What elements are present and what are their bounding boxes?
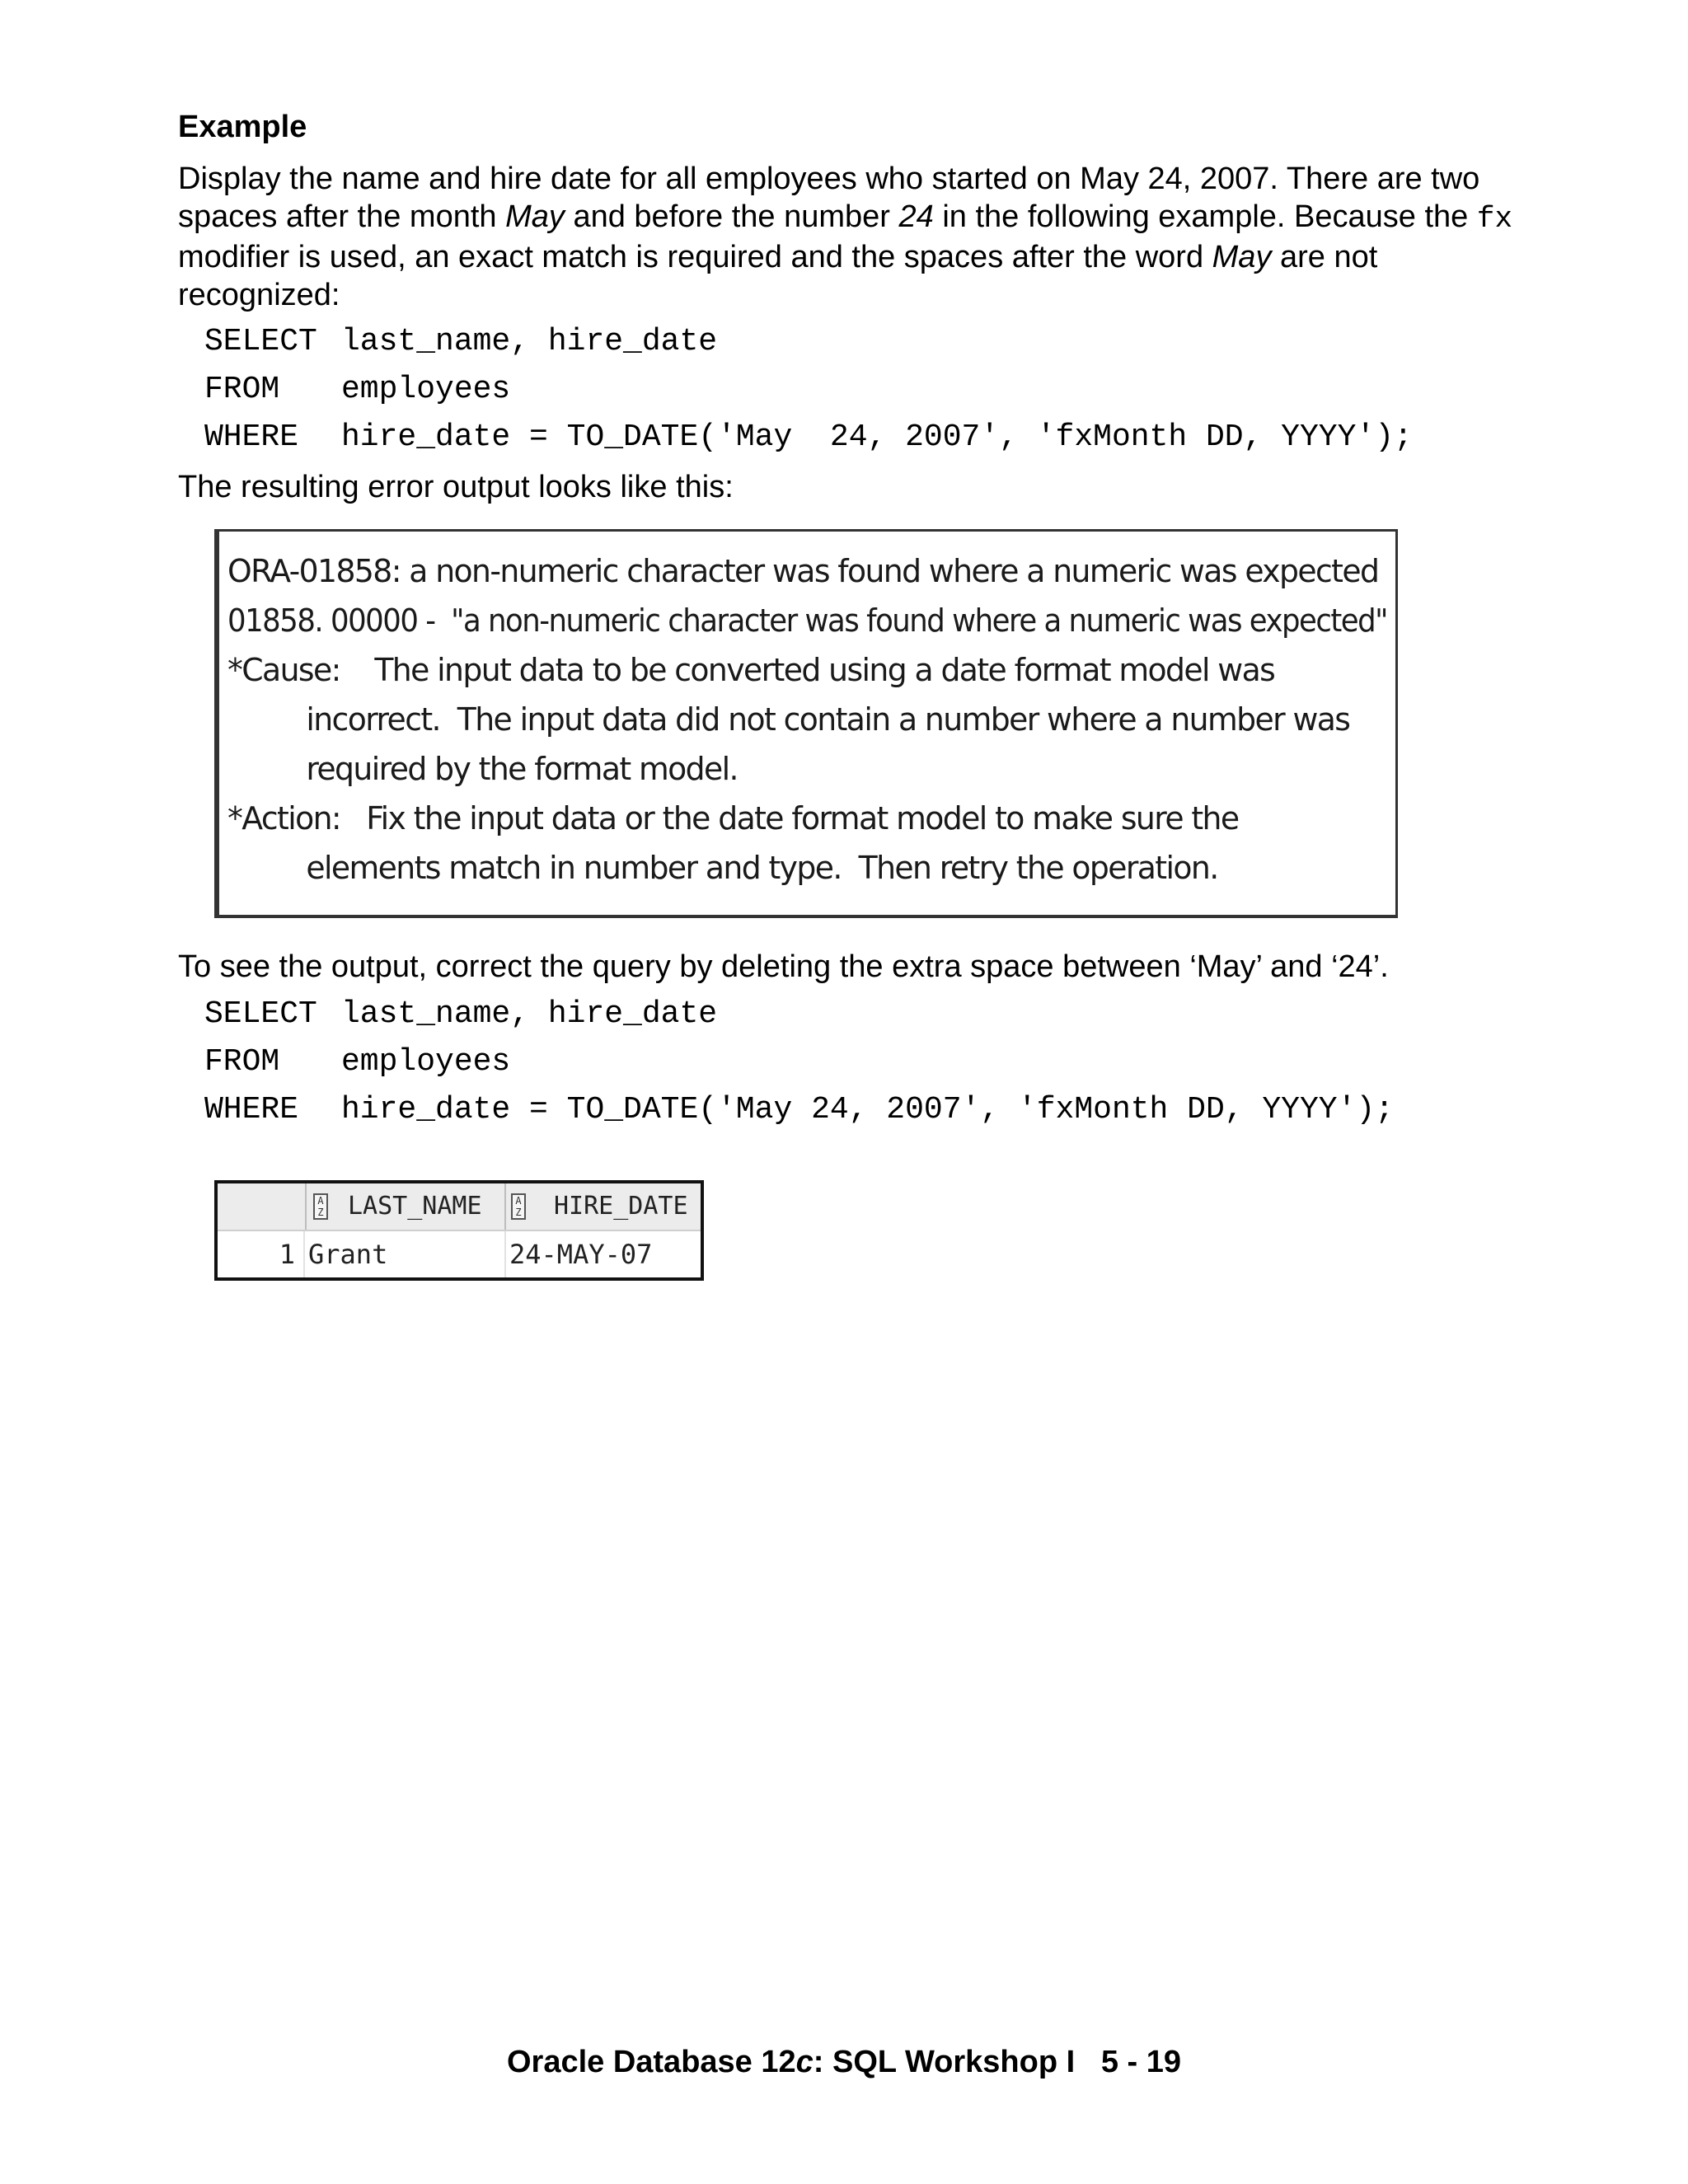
footer-title-italic: c: [795, 2045, 814, 2079]
error-action-line-cont: elements match in number and type. Then retry the operation.: [306, 850, 1218, 886]
query2-select-line: [204, 991, 717, 1038]
column-header-label: HIRE_DATE: [554, 1192, 688, 1221]
sql-clause: last_name, hire_date: [341, 996, 718, 1032]
footer-title: Oracle Database 12: [506, 2045, 796, 2079]
error-cause-line: *Cause: The input data to be converted using a date format model was: [227, 652, 1275, 688]
intro-italic-24: 24: [898, 199, 934, 234]
error-action-line: *Action: Fix the input data or the date format model to make sure the: [227, 800, 1239, 837]
cell-last-name[interactable]: Grant: [308, 1239, 388, 1270]
query1-from-line: [204, 366, 510, 414]
error-output-screenshot: [214, 529, 1398, 918]
sql-clause: last_name, hire_date: [341, 324, 718, 359]
query2-where-line: [204, 1086, 1394, 1134]
query-result-grid: [214, 1180, 704, 1281]
sql-keyword: WHERE: [204, 1092, 299, 1127]
intro-text: Display the name and hire date for all employees who started on May 24, 2007. There are two spaces after the month: [178, 162, 1480, 234]
correction-text: To see the output, correct the query by deleting the extra space between ‘May’ and ‘24’.: [178, 949, 1389, 984]
query2-from-line: [204, 1038, 510, 1086]
error-cause-line-cont: incorrect. The input data did not contain a number where a number was: [306, 701, 1350, 738]
sort-az-icon[interactable]: A Z: [511, 1193, 526, 1220]
error-line-2: 01858. 00000 - "a non-numeric character was found where a numeric was expected": [227, 602, 1388, 639]
intro-inline-code: fx: [1476, 202, 1513, 236]
column-header-last-name[interactable]: [305, 1183, 504, 1230]
query1-select-line: [204, 318, 717, 366]
sql-keyword: SELECT: [204, 324, 317, 359]
section-heading: Example: [178, 110, 307, 144]
intro-text: in the following example. Because the: [933, 199, 1477, 234]
intro-italic-may: May: [505, 199, 565, 234]
sql-clause: employees: [341, 372, 511, 407]
sql-keyword: SELECT: [204, 996, 317, 1032]
sql-clause: hire_date = TO_DATE('May 24, 2007', 'fxMonth DD, YYYY');: [341, 1092, 1395, 1127]
footer-title-rest: : SQL Workshop I 5 - 19: [813, 2045, 1182, 2079]
intro-text: and before the number: [564, 199, 899, 234]
intro-text: modifier is used, an exact match is required and the spaces after the word: [178, 240, 1212, 274]
column-header-label: LAST_NAME: [348, 1192, 482, 1221]
row-number: 1: [279, 1239, 295, 1270]
sql-keyword: FROM: [204, 1044, 280, 1080]
sql-keyword: FROM: [204, 372, 280, 407]
intro-text: are not recognized:: [178, 240, 1378, 312]
error-line-1: ORA-01858: a non-numeric character was found where a numeric was expected: [227, 553, 1379, 589]
error-intro-text: The resulting error output looks like this:: [178, 470, 734, 504]
cell-hire-date[interactable]: 24-MAY-07: [509, 1239, 653, 1270]
sql-keyword: WHERE: [204, 419, 299, 455]
query1-where-line: [204, 414, 1413, 462]
table-row[interactable]: [218, 1231, 701, 1277]
sql-clause: employees: [341, 1044, 511, 1080]
intro-paragraph: [178, 160, 1538, 314]
column-header-hire-date[interactable]: [504, 1183, 696, 1230]
intro-italic-may-2: May: [1212, 240, 1272, 274]
page-footer: [0, 2041, 1688, 2083]
grid-header: [218, 1183, 701, 1231]
sort-az-icon[interactable]: A Z: [313, 1193, 328, 1220]
error-cause-line-cont: required by the format model.: [306, 751, 738, 787]
sql-clause: hire_date = TO_DATE('May 24, 2007', 'fxMonth DD, YYYY');: [341, 419, 1413, 455]
